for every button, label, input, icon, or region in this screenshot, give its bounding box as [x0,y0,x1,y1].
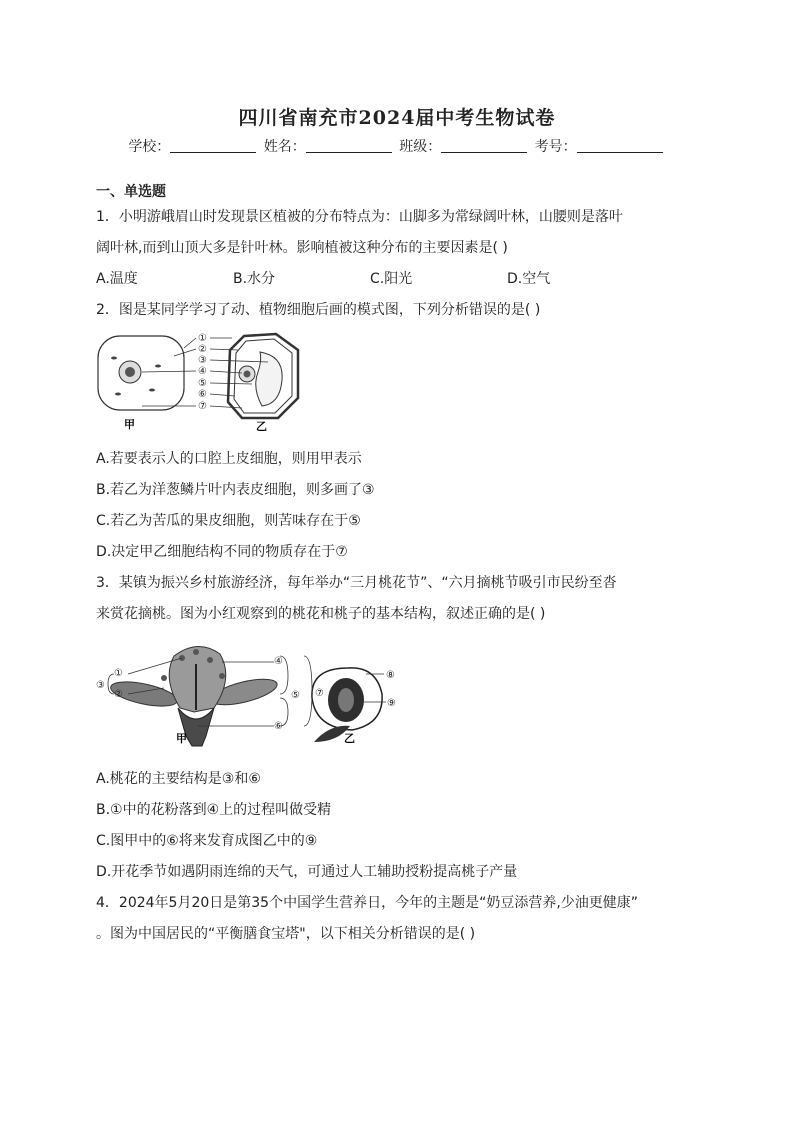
flower-label-3: ③ [96,680,105,691]
fruit-caption-right: 乙 [344,732,355,745]
q3-line2: 来赏花摘桃。图为小红观察到的桃花和桃子的基本结构，叙述正确的是( ) [96,606,546,622]
student-info-row [0,136,794,156]
flower-label-2: ② [114,689,123,700]
q3-line1: 3．某镇为振兴乡村旅游经济，每年举办“三月桃花节”、“六月摘桃节吸引市民纷至沓 [96,575,617,591]
q2-option-d[interactable]: D.决定甲乙细胞结构不同的物质存在于⑦ [96,544,348,560]
q3-option-c[interactable]: C.图甲中的⑥将来发育成图乙中的⑨ [96,833,318,849]
q2-stem: 2．图是某同学学习了动、植物细胞后画的模式图，下列分析错误的是( ) [96,302,541,318]
q4-line2: 。图为中国居民的“平衡膳食宝塔"，以下相关分析错误的是( ) [96,926,476,942]
number-label: 考号： [534,139,577,155]
cell-label-5: ⑤ [198,378,207,389]
q3-flower-fruit-figure [94,638,410,750]
q1-option-c[interactable]: C.阳光 [370,271,413,287]
q1-options [96,268,644,288]
q3-option-a[interactable]: A.桃花的主要结构是③和⑥ [96,771,261,787]
q1-line1: 1．小明游峨眉山时发现景区植被的分布特点为：山脚多为常绿阔叶林，山腰则是落叶 [96,209,623,225]
q3-option-d[interactable]: D.开花季节如遇阴雨连绵的天气，可通过人工辅助授粉提高桃子产量 [96,864,518,880]
fruit-label-9: ⑨ [387,698,396,709]
q1-option-d[interactable]: D.空气 [507,271,551,287]
class-label: 班级： [399,139,442,155]
q2-option-a[interactable]: A.若要表示人的口腔上皮细胞，则用甲表示 [96,451,362,467]
fruit-label-8: ⑧ [386,670,395,681]
q1-option-b[interactable]: B.水分 [233,271,276,287]
cell-label-6: ⑥ [198,389,207,400]
cell-label-3: ③ [198,355,207,366]
flower-label-5: ⑤ [291,690,300,701]
q1-option-a[interactable]: A.温度 [96,271,138,287]
flower-label-6: ⑥ [274,721,283,732]
school-label: 学校： [128,139,171,155]
school-field[interactable] [170,140,256,153]
q3-option-b[interactable]: B.①中的花粉落到④上的过程叫做受精 [96,802,332,818]
cell-label-1: ① [198,333,207,344]
q2-option-c[interactable]: C.若乙为苦瓜的果皮细胞，则苦味存在于⑤ [96,513,361,529]
q2-cell-figure [92,328,312,434]
plant-vacuole [256,352,282,406]
cell-label-2: ② [198,344,207,355]
name-label: 姓名： [263,139,306,155]
cell-label-4: ④ [198,366,207,377]
q4-line1: 4．2024年5月20日是第35个中国学生营养日，今年的主题是“奶豆添营养,少油更健康” [96,895,639,911]
q1-line2: 阔叶林,而到山顶大多是针叶林。影响植被这种分布的主要因素是( ) [96,240,508,256]
name-field[interactable] [306,140,392,153]
q2-option-b[interactable]: B.若乙为洋葱鳞片叶内表皮细胞，则多画了③ [96,482,375,498]
cell-caption-right: 乙 [256,420,267,433]
cell-label-7: ⑦ [198,401,207,412]
flower-label-1: ① [114,668,123,679]
flower-caption-left: 甲 [176,732,187,745]
cell-caption-left: 甲 [124,418,135,431]
section-heading: 一、单选题 [96,184,166,200]
flower-label-4: ④ [274,656,283,667]
page-title: 四川省南充市2024届中考生物试卷 [238,107,556,129]
class-field[interactable] [441,140,527,153]
flower-label-7: ⑦ [315,688,324,699]
flower-petal-center [169,646,226,712]
number-field[interactable] [577,140,663,153]
